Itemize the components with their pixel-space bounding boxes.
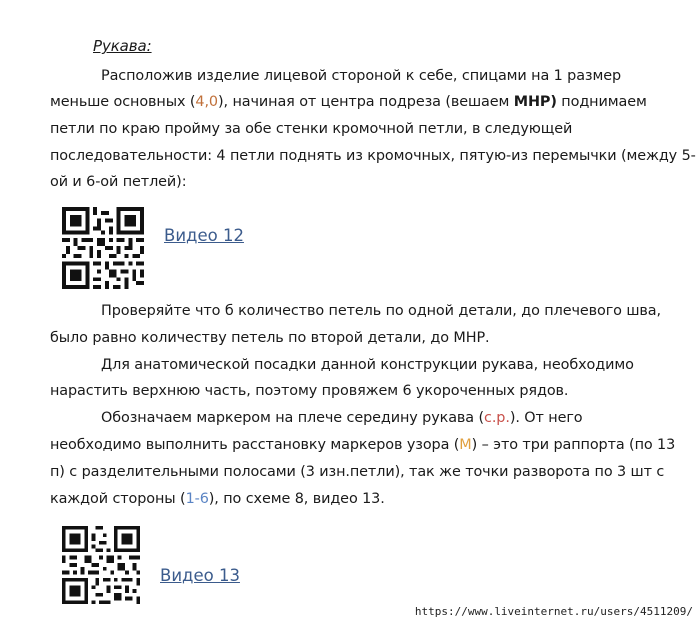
video-13-link[interactable]: Видео 13 bbox=[160, 566, 240, 585]
paragraph-1-line-3: петли по краю пройму за обе стенки кромочной петли, в следующей bbox=[50, 121, 573, 137]
qr-code-video-12[interactable] bbox=[62, 207, 144, 289]
paragraph-2-line-2: было равно количеству петель по второй детали, до МНР. bbox=[50, 330, 490, 346]
paragraph-1-line-1: Расположив изделие лицевой стороной к себе, спицами на 1 размер bbox=[101, 68, 622, 84]
paragraph-1-line-2: меньше основных (4,0), начиная от центра подреза (вешаем МНР) поднимаем bbox=[50, 94, 647, 110]
pattern-marker: М bbox=[459, 437, 472, 453]
paragraph-3-line-2: нарастить верхнюю часть, поэтому провяжем 6 укороченных рядов. bbox=[50, 383, 569, 399]
paragraph-3-line-1: Для анатомической посадки данной конструкции рукава, необходимо bbox=[101, 357, 634, 373]
mnr-bold: МНР) bbox=[513, 94, 557, 110]
paragraph-4-line-4: каждой стороны (1-6), по схеме 8, видео 13. bbox=[50, 491, 385, 507]
needle-size-value: 4,0 bbox=[195, 94, 218, 110]
paragraph-4-line-2: необходимо выполнить расстановку маркеров узора (М) – это три раппорта (по 13 bbox=[50, 437, 676, 453]
source-url-watermark[interactable]: https://www.liveinternet.ru/users/4511209/ bbox=[414, 605, 693, 618]
paragraph-2-line-1: Проверяйте что б количество петель по одной детали, до плечевого шва, bbox=[101, 303, 661, 319]
turn-points-range: 1-6 bbox=[185, 491, 209, 507]
paragraph-1-line-4: последовательности: 4 петли поднять из кромочных, пятую-из перемычки (между 5- bbox=[50, 148, 696, 164]
sleeve-center-marker: с.р. bbox=[484, 410, 510, 426]
paragraph-1-line-5: ой и 6-ой петлей): bbox=[50, 174, 187, 190]
video-12-link[interactable]: Видео 12 bbox=[164, 226, 244, 245]
qr-code-video-13[interactable] bbox=[62, 526, 140, 604]
paragraph-4-line-3: п) с разделительными полосами (3 изн.петли), так же точки разворота по 3 шт с bbox=[50, 464, 665, 480]
section-heading: Рукава: bbox=[93, 37, 152, 55]
paragraph-4-line-1: Обозначаем маркером на плече середину рукава (с.р.). От него bbox=[101, 410, 583, 426]
